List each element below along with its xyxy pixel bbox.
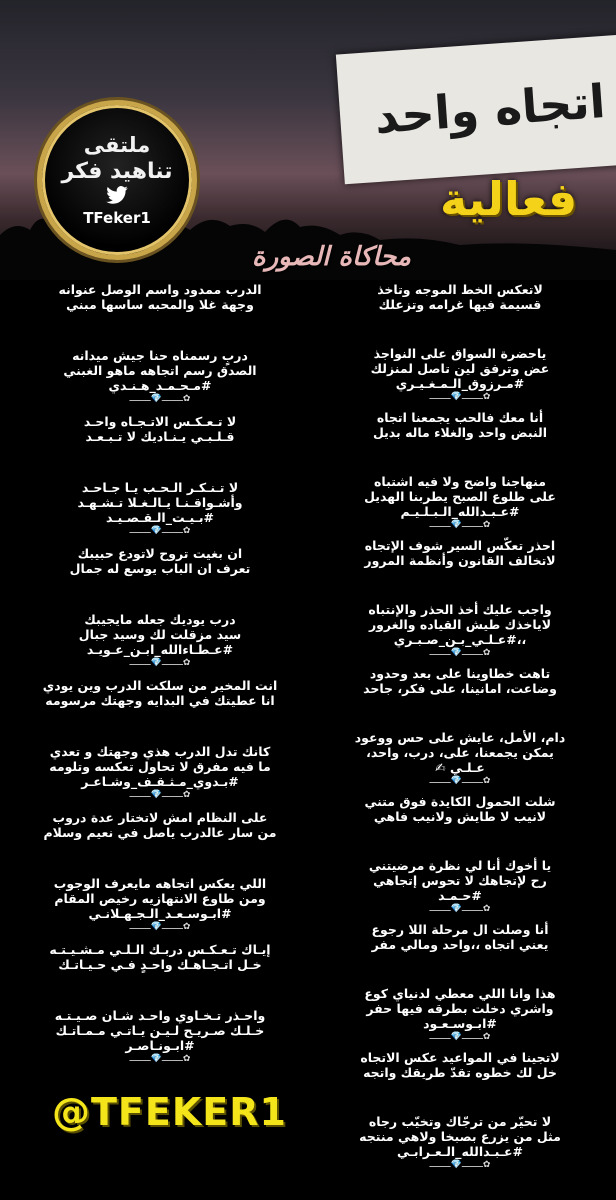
- poet-signature: #عـبـدالله_الـعـرابـي: [396, 1144, 524, 1159]
- poems-right-column: [310, 282, 610, 1178]
- poet-signature: #مـحـمـد_هـنـدي: [108, 378, 212, 393]
- verse-line: خـل اتـجـاهـك واحـدٍ فـي حـيـاتـك: [58, 957, 262, 972]
- poet-signature: ،،#عـلـي_بـن_صـبـري: [393, 632, 527, 647]
- verse-line: لانيب لا طايش ولانيب فاهي: [373, 809, 547, 824]
- poet-signature: #ابـونـاصـر: [125, 1038, 195, 1053]
- verse-line: يعني اتجاه ،،واحد ومالي مفر: [371, 937, 549, 952]
- poem-verse: [10, 282, 310, 348]
- poet-signature: عـلـي ✍: [435, 760, 485, 775]
- poem-verse: [310, 858, 610, 922]
- verse-line: كانك تدل الدرب هذي وجهتك و تعدي: [49, 744, 271, 759]
- poem-verse: [10, 678, 310, 744]
- verse-line: واشري دخلت بطرقه فيها حفر: [366, 1001, 554, 1016]
- poem-verse: [310, 1114, 610, 1178]
- gem-divider-icon: ✿ــــــــ💎ــــــــ: [429, 1032, 491, 1042]
- poem-verse: [310, 730, 610, 794]
- verse-line: رح لإتجاهك لا تحوس إتجاهي: [373, 873, 547, 888]
- poem-verse: [310, 666, 610, 730]
- verse-line: من سار عالدرب ياصل في نعيم وسلام: [43, 825, 277, 840]
- gem-divider-icon: ✿ــــــــ💎ــــــــ: [429, 776, 491, 786]
- gem-divider-icon: ✿ــــــــ💎ــــــــ: [429, 1160, 491, 1170]
- poet-signature: #بـيـت_الـقـصـيـد: [105, 510, 214, 525]
- verse-line: على النظام امش لاتختار عدة دروب: [52, 810, 268, 825]
- verse-line: يا أخوك أنا لي نظرة مرضيتني: [368, 858, 552, 873]
- poem-verse: [10, 1008, 310, 1074]
- poem-verse: [10, 348, 310, 414]
- poem-verse: [310, 986, 610, 1050]
- verse-line: انا عطيتك في البدايه وجهتك مرسومه: [45, 693, 275, 708]
- verse-line: درب يوديك جعله مايجيبك: [84, 612, 236, 627]
- verse-line: أنا وصلت ال مرحلة اللا رجوع: [371, 922, 549, 937]
- gem-divider-icon: ✿ــــــــ💎ــــــــ: [129, 526, 191, 536]
- verse-line: واجب عليك أخذ الحذر والإنتباه: [368, 602, 552, 617]
- poem-verse: [10, 546, 310, 612]
- poem-verse: [310, 410, 610, 474]
- poet-signature: #ابـوسـعـد_الـجـهـلانـي: [88, 906, 232, 921]
- verse-line: لاتجينا في المواعيد عكس الاتجاه: [360, 1050, 560, 1065]
- verse-line: خـلـك صـريـح لـيـن يـاتـي مـمـاتـك: [55, 1023, 265, 1038]
- gem-divider-icon: ✿ــــــــ💎ــــــــ: [129, 790, 191, 800]
- verse-line: شلت الحمول الكايدة فوق متني: [364, 794, 556, 809]
- verse-line: الصدق رسم اتجاهه ماهو الغبني: [63, 363, 257, 378]
- gem-divider-icon: ✿ــــــــ💎ــــــــ: [429, 392, 491, 402]
- badge-handle: TFeker1: [83, 209, 151, 227]
- poem-verse: [10, 480, 310, 546]
- verse-line: على طلوع الصبح يطربنا الهديل: [364, 489, 556, 504]
- verse-line: قسيمة فيها غرامه وتزعلك: [378, 297, 542, 312]
- verse-line: عض وترفق لين تاصل لمنزلك: [370, 361, 550, 376]
- poet-signature: #حـمـد: [438, 888, 482, 903]
- poems-left-column: [10, 282, 310, 1074]
- poet-signature: #مـرزوق_الـمـغـيـري: [395, 376, 525, 391]
- poem-verse: [310, 922, 610, 986]
- gem-divider-icon: ✿ــــــــ💎ــــــــ: [429, 648, 491, 658]
- verse-line: مثل من يزرع بصبخا ولاهي منتجه: [359, 1129, 561, 1144]
- poet-signature: #عـبـدالله_الـبـلـيـم: [400, 504, 520, 519]
- verse-line: لا تـنـكـر الـحـب يـا جـاحـد: [81, 480, 239, 495]
- poem-verse: [10, 876, 310, 942]
- verse-line: قـلـبـي يـنـاديك لا تـبـعـد: [85, 429, 235, 444]
- verse-line: تاهت خطاوينا على بعد وحدود: [369, 666, 551, 681]
- event-title: فعالية: [440, 172, 578, 226]
- verse-line: هذا وانا اللي معطي لدنياي كوع: [364, 986, 556, 1001]
- verse-line: احذر تعكّس السير شوف الإتجاه: [364, 538, 556, 553]
- verse-line: لاتخالف القانون وأنظمة المرور: [364, 553, 556, 568]
- verse-line: دربٍ رسمناه حنا جيش ميدانه: [72, 348, 248, 363]
- gem-divider-icon: ✿ــــــــ💎ــــــــ: [129, 394, 191, 404]
- badge-line1: ملتقى: [83, 133, 151, 157]
- verse-line: لا تحيّر من ترجّاك وتخيّب رجاه: [368, 1114, 552, 1129]
- verse-line: الدرب ممدود واسم الوصل عنوانه: [58, 282, 262, 297]
- poem-verse: [310, 602, 610, 666]
- poem-verse: [310, 538, 610, 602]
- twitter-bird-icon: [106, 186, 128, 208]
- verse-line: لا تـعـكـس الاتـجـاه واحـد: [83, 414, 237, 429]
- footer-handle: @TFEKER1: [52, 1090, 287, 1134]
- sign-text: اتجاه واحد: [373, 74, 607, 144]
- verse-line: سيد مزقلت لك وسيد جبال: [78, 627, 242, 642]
- verse-line: خل لك خطوه تقدّ طريقك واتجه: [363, 1065, 557, 1080]
- verse-line: إيـاك تـعـكـس دربـك الـلـي مـشـيـتـه: [49, 942, 271, 957]
- poem-verse: [10, 744, 310, 810]
- event-subtitle: محاكاة الصورة: [252, 242, 411, 272]
- poem-verse: [310, 1050, 610, 1114]
- verse-line: النبض واحد والغلاء ماله بديل: [372, 425, 548, 440]
- verse-line: تعرف ان الباب يوسع له جمال: [69, 561, 251, 576]
- poem-verse: [10, 942, 310, 1008]
- poem-verse: [310, 282, 610, 346]
- gem-divider-icon: ✿ــــــــ💎ــــــــ: [429, 520, 491, 530]
- verse-line: وجهة غلا والمحبه ساسها مبني: [66, 297, 254, 312]
- poet-signature: #ابـوسـعـود: [423, 1016, 497, 1031]
- verse-line: لاتعكس الخط الموجه وتاخذ: [377, 282, 543, 297]
- group-badge: [37, 100, 197, 260]
- verse-line: ان بغيت تروح لاتودع حبيبك: [77, 546, 243, 561]
- verse-line: منهاجنا واضح ولا فيه اشتباه: [374, 474, 546, 489]
- poem-verse: [10, 414, 310, 480]
- road-sign: [336, 34, 616, 185]
- verse-line: اللي يعكس اتجاهه مايعرف الوجوب: [53, 876, 267, 891]
- badge-line2: تناهيد فكر: [61, 159, 173, 184]
- poem-verse: [10, 612, 310, 678]
- poet-signature: #بـدوي_مـثـقـف_وشـاعـر: [81, 774, 239, 789]
- verse-line: لاياخذك طيش القياده والغرور: [368, 617, 552, 632]
- poem-verse: [310, 474, 610, 538]
- verse-line: ياحضرة السواق على النواجذ: [373, 346, 547, 361]
- verse-line: ما فيه مفرق لا تحاول تعكسه وتلومه: [49, 759, 271, 774]
- verse-line: دام، الأمل، عايش على حس ووعود: [354, 730, 566, 745]
- verse-line: يمكن يجمعنا، على، درب، واحد،: [366, 745, 554, 760]
- poem-verse: [310, 346, 610, 410]
- poet-signature: #عـطـاءالله_ابـن_عـويـد: [86, 642, 234, 657]
- poem-verse: [310, 794, 610, 858]
- verse-line: وأشـواقـنـا يـالـغـلا تـشـهـد: [77, 495, 243, 510]
- gem-divider-icon: ✿ــــــــ💎ــــــــ: [429, 904, 491, 914]
- gem-divider-icon: ✿ــــــــ💎ــــــــ: [129, 658, 191, 668]
- verse-line: أنا معك فالحب يجمعنا اتجاه: [376, 410, 544, 425]
- verse-line: وضاعت، امانينا، على فكر، جاحد: [363, 681, 557, 696]
- verse-line: واحـذر تـخـاوي واحـد شـان صـيـتـه: [54, 1008, 266, 1023]
- verse-line: انت المخير من سلكت الدرب وين يودي: [42, 678, 278, 693]
- gem-divider-icon: ✿ــــــــ💎ــــــــ: [129, 922, 191, 932]
- gem-divider-icon: ✿ــــــــ💎ــــــــ: [129, 1054, 191, 1064]
- poem-verse: [10, 810, 310, 876]
- verse-line: ومن طاوع الانتهازيه رخيص المقام: [54, 891, 266, 906]
